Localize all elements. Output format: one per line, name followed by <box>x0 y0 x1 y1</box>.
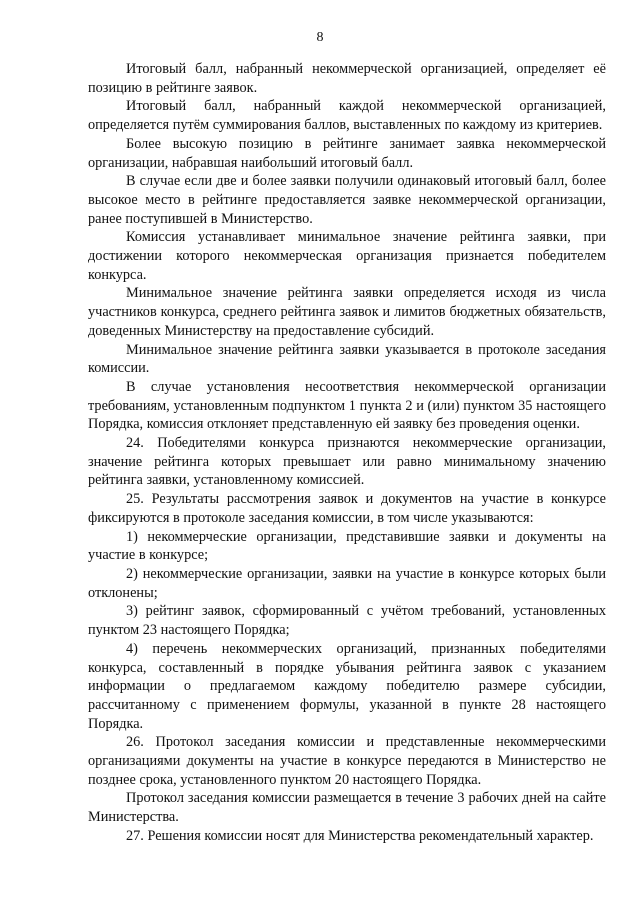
section-25: 25. Результаты рассмотрения заявок и документов на участие в конкурсе фиксируются в протоколе заседания комиссии, в том числе указываются: <box>88 491 606 526</box>
paragraph: Минимальное значение рейтинга заявки определяется исходя из числа участников конкурса, среднего рейтинга заявок и лимитов бюджетных обязательств, доведенных Министерству на предоставление субсидий. <box>88 285 606 339</box>
paragraph: Протокол заседания комиссии размещается в течение 3 рабочих дней на сайте Министерства. <box>88 790 606 826</box>
list-item: 2) некоммерческие организации, заявки на участие в конкурсе которых были отклонены; <box>88 565 606 601</box>
section-27: 27. Решения комиссии носят для Министерства рекомендательный характер. <box>126 827 594 844</box>
paragraph: Итоговый балл, набранный некоммерческой организацией, определяет её позицию в рейтинге заявок. <box>88 61 606 96</box>
list-item: 1) некоммерческие организации, представившие заявки и документы на участие в конкурсе; <box>88 528 606 564</box>
paragraph: Более высокую позицию в рейтинге занимает заявка некоммерческой организации, набравшая наибольший итоговый балл. <box>88 135 606 171</box>
section-26: 26. Протокол заседания комиссии и представленные некоммерческими организациями документы на участие в конкурсе передаются в Министерство не позднее срока, установленного пунктом 20 настоящего Порядка. <box>88 734 606 788</box>
list-item: 3) рейтинг заявок, сформированный с учётом требований, установленных пунктом 23 настоящего Порядка; <box>88 603 606 639</box>
paragraph: В случае если две и более заявки получили одинаковый итоговый балл, более высокое место в рейтинге предоставляется заявке некоммерческой организации, ранее поступившей в Министерство. <box>88 173 606 227</box>
section-24: 24. Победителями конкурса признаются некоммерческие организации, значение рейтинга которых превышает или равно минимальному значению рейтинга заявки, установленному комиссией. <box>88 435 606 489</box>
page-number: 8 <box>316 30 324 45</box>
document-body <box>88 60 606 846</box>
paragraph: Комиссия устанавливает минимальное значение рейтинга заявки, при достижении которого некоммерческая организация признается победителем конкурса. <box>88 229 606 283</box>
paragraph: Минимальное значение рейтинга заявки указывается в протоколе заседания комиссии. <box>88 341 606 377</box>
paragraph: Итоговый балл, набранный каждой некоммерческой организацией, определяется путём суммирования баллов, выставленных по каждому из критериев. <box>88 98 606 134</box>
list-item: 4) перечень некоммерческих организаций, признанных победителями конкурса, составленный в порядке убывания рейтинга заявок с указанием информации о предлагаемом каждому победителю размере субсидии, рассчитанному с применением формулы, указанной в пункте 28 настоящего Порядка. <box>88 640 606 732</box>
paragraph: В случае установления несоответствия некоммерческой организации требованиям, установленным подпунктом 1 пункта 2 и (или) пунктом 35 настоящего Порядка, комиссия отклоняет представленную ей заявку без проведения оценки. <box>88 378 606 433</box>
